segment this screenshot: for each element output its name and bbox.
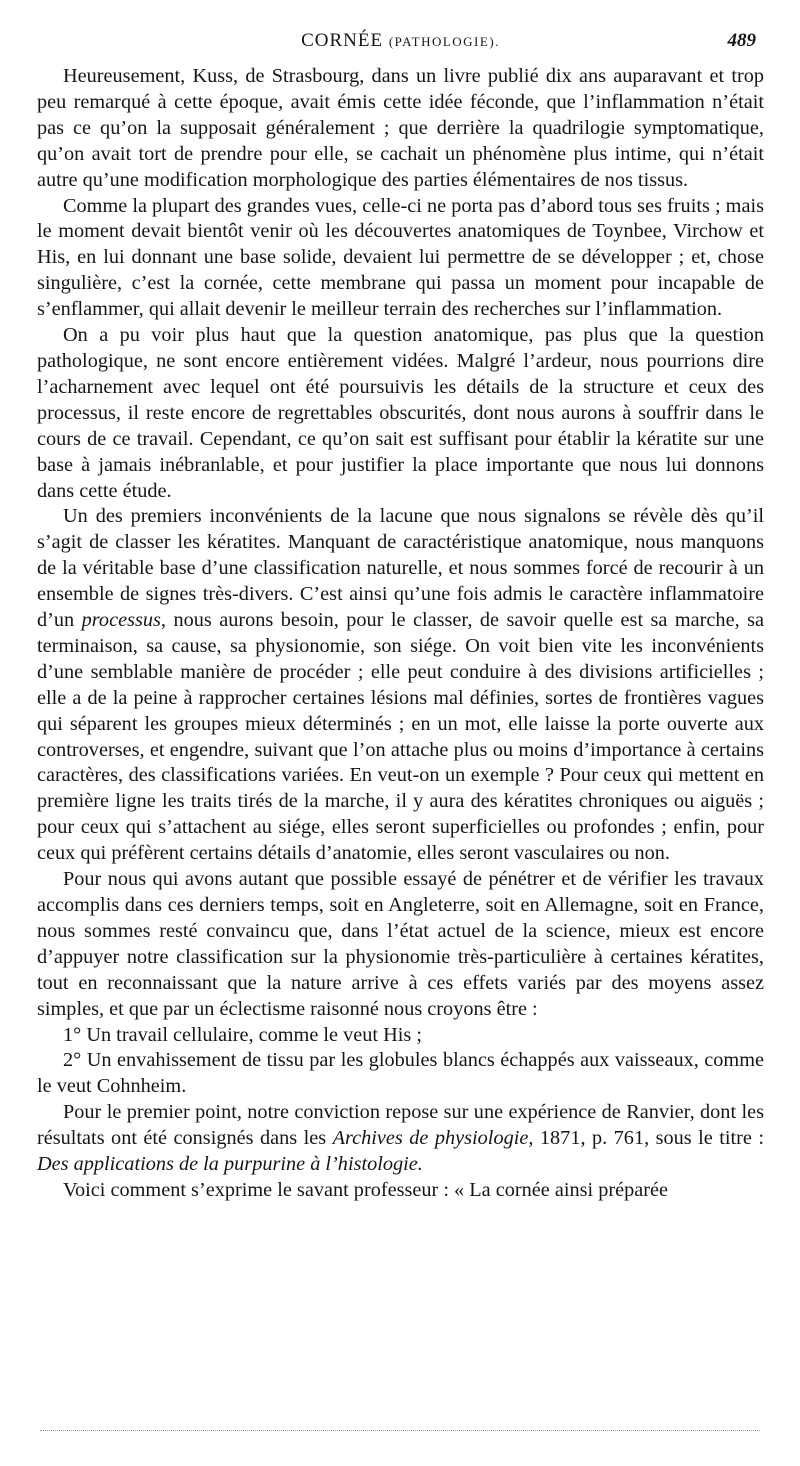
- list-item-2: 2° Un envahissement de tissu par les globules blancs échappés aux vaisseaux, comme le veut Cohnheim.: [37, 1049, 764, 1098]
- page-number: 489: [727, 30, 756, 51]
- header-title-line: [37, 30, 764, 52]
- list-item-1: 1° Un travail cellulaire, comme le veut His ;: [63, 1023, 422, 1046]
- paragraph-4-text-b: , nous aurons besoin, pour le classer, de savoir quelle est sa marche, sa terminaison, sa cause, sa physionomie, son siége. On voit bien vite les inconvénients d’une semblable manière de procéder ; elle peut conduire à des divisions artificielles ; elle a de la peine à rapprocher certaines lésions mal définies, sortes de frontières vagues qui séparent les groupes mieux déterminés ; en un mot, elle laisse la porte ouverte aux controverses, et engendre, suivant que l’on attache plus ou moins d’importance à certains caractères, des classifications variées. En veut-on un exemple ? Pour ceux qui mettent en première ligne les traits tirés de la marche, il y aura des kératites chroniques ou aiguës ; pour ceux qui s’attachent au siége, elles seront superficielles ou profondes ; enfin, pour ceux qui préfèrent certains détails d’anatomie, elles seront vasculaires ou non.: [37, 609, 765, 865]
- paragraph-4: [37, 504, 764, 867]
- paragraph-6: [37, 1100, 764, 1178]
- paragraph-6-italic-journal: Archives de physiologie,: [332, 1127, 534, 1150]
- header-title: CORNÉE: [301, 30, 384, 51]
- header-subtitle: (PATHOLOGIE).: [388, 34, 500, 49]
- paragraph-5: Pour nous qui avons autant que possible essayé de pénétrer et de vérifier les travaux accomplis dans ces derniers temps, soit en Angleterre, soit en Allemagne, soit en France, nous sommes resté convaincu que, dans l’état actuel de la science, mieux est encore d’appuyer notre classification sur la physionomie très-particulière à certaines kératites, tout en reconnaissant que la nature arrive à ces effets variés par des moyens assez simples, et que par un éclectisme raisonné nous croyons être :: [37, 868, 764, 1020]
- paragraph-7: Voici comment s’exprime le savant professeur : « La cornée ainsi préparée: [63, 1178, 669, 1201]
- footer-dotted-rule: [40, 1430, 760, 1431]
- paragraph-6-italic-title: Des applications de la purpurine à l’histologie.: [37, 1153, 423, 1176]
- running-header: [37, 30, 764, 58]
- paragraph-3: On a pu voir plus haut que la question anatomique, pas plus que la question pathologique, ne sont encore entièrement vidées. Malgré l’ardeur, nous pourrions dire l’acharnement avec lequel ont été poursuivis les détails de la structure et ceux des processus, il reste encore de regrettables obscurités, dont nous aurons à souffrir dans le cours de ce travail. Cependant, ce qu’on sait est suffisant pour établir la kératite sur une base à jamais inébranlable, et pour justifier la place importante que nous lui donnons dans cette étude.: [37, 324, 764, 502]
- paragraph-4-italic: processus: [81, 609, 161, 632]
- paragraph-6-text-b: 1871, p. 761, sous le titre :: [533, 1127, 764, 1150]
- paragraph-4-text-a: Un des premiers inconvénients de la lacune que nous signalons se révèle dès qu’il s’agit de classer les kératites. Manquant de caractéristique anatomique, nous manquons de la véritable base d’une classification naturelle, et nous sommes forcé de recourir à un ensemble de signes très-divers. C’est ainsi qu’une fois admis le caractère inflammatoire d’un: [37, 505, 764, 632]
- body-text: [37, 64, 764, 1204]
- paragraph-2: Comme la plupart des grandes vues, celle-ci ne porta pas d’abord tous ses fruits ; mais le moment devait bientôt venir où les découvertes anatomiques de Toynbee, Virchow et His, en lui donnant une base solide, devaient lui permettre de se développer ; et, chose singulière, c’est la cornée, cette membrane qui passa un moment pour incapable de s’enflammer, qui allait devenir le meilleur terrain des recherches sur l’inflammation.: [37, 194, 764, 321]
- paragraph-6-text-a: Pour le premier point, notre conviction repose sur une expérience de Ranvier, dont les résultats ont été consignés dans les: [37, 1101, 764, 1150]
- paragraph-1: Heureusement, Kuss, de Strasbourg, dans un livre publié dix ans auparavant et trop peu remarqué à cette époque, avait émis cette idée féconde, que l’inflammation n’était pas ce qu’on la supposait généralement ; que derrière la quadrilogie symptomatique, qu’on avait tort de prendre pour elle, se cachait un phénomène plus intime, qui n’était autre qu’une modification morphologique des parties élémentaires de nos tissus.: [37, 65, 764, 191]
